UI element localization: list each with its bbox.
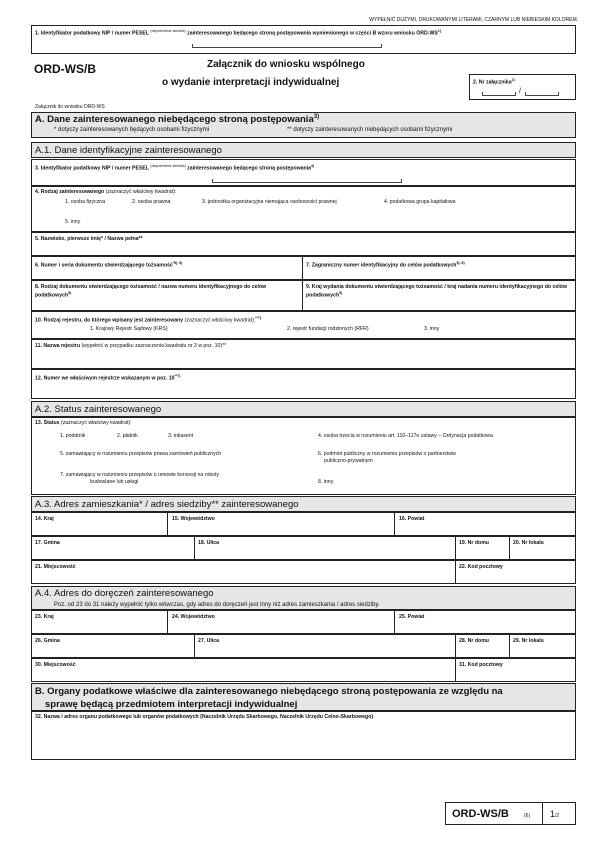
field-1-sup: 1) (437, 29, 441, 33)
field-29-label[interactable]: 29. Nr lokalu (513, 638, 544, 644)
row-21-22 (31, 560, 576, 584)
title-line-2: o wydanie interpretacji indywidualnej (162, 77, 340, 88)
row-23-25 (31, 610, 576, 634)
section-a4-title: A.4. Adres do doręczeń zainteresowanego (35, 588, 214, 599)
footer-form-code: ORD-WS/B (452, 808, 509, 820)
section-a-note-right: ** dotyczy zainteresowanych niebędących osobami fizycznymi (287, 127, 453, 133)
field-3-suffix: zainteresowanego będącego stroną postępowania (187, 165, 312, 172)
field-12-box[interactable] (31, 369, 576, 399)
section-a1-title: A.1. Dane identyfikacyjne zainteresowanego (35, 145, 222, 156)
field-7-label[interactable]: 7. Zagraniczny numer identyfikacyjny do celów podatkowych$^{5), 6)}$ (306, 261, 465, 269)
field-19-label[interactable]: 19. Nr domu (459, 540, 489, 546)
field-10-option-2[interactable]: 2. rejestr fundacji rodzinnych (RFR) (287, 326, 369, 332)
status-option-6[interactable]: 6. podmiot publiczny w rozumieniu przepisów o partnerstwie publiczno-prywatnym (318, 451, 457, 464)
attachment-to: Załącznik do wniosku ORD-WS (35, 104, 105, 110)
field-2-box[interactable]: 2. Nr załącznika$^{2)}$ / (469, 74, 576, 100)
row-26-29 (31, 634, 576, 658)
field-10-sup: **7) (255, 316, 262, 320)
row-8-9 (31, 280, 576, 311)
status-option-7[interactable]: 7. zamawiający w rozumieniu przepisów o umowie koncesji na roboty budowlane lub usługi (60, 472, 220, 485)
field-11-box[interactable] (31, 339, 576, 369)
field-2-label: 2. Nr załącznika (473, 79, 512, 86)
field-14-label[interactable]: 14. Kraj (35, 516, 54, 522)
field-9-label[interactable]: 9. Kraj wydania dokumentu stwierdzającego tożsamość / kraj nadania numeru identyfikacyjnego do celów podatkowych$^{5)}$ (306, 284, 567, 299)
field-4-note: (zaznaczyć właściwy kwadrat): (105, 189, 177, 195)
field-2-input-b[interactable] (525, 92, 559, 96)
row-14-16 (31, 512, 576, 536)
row-17-20 (31, 536, 576, 560)
field-1-box[interactable] (31, 25, 576, 54)
row-6-7 (31, 256, 576, 280)
field-1-input[interactable] (192, 44, 382, 48)
field-5-label: 5. Nazwisko, pierwsze imię* / Nazwa pełna** (35, 236, 143, 242)
field-11-note: (wypełnić w przypadku zaznaczenia kwadratu nr 3 w poz. 10)** (81, 343, 227, 349)
field-4-label: 4. Rodzaj zainteresowanego (35, 189, 105, 195)
status-option-2[interactable]: 2. płatnik (117, 433, 138, 439)
field-28-label[interactable]: 28. Nr domu (459, 638, 489, 644)
field-4-option-3[interactable]: 3. jednostka organizacyjna niemająca osobowości prawnej (202, 199, 337, 205)
footer-page: 1/2 (550, 809, 560, 819)
section-b-title-line1: B. Organy podatkowe właściwe dla zainteresowanego niebędącego stroną postępowania ze względu na (35, 686, 503, 697)
field-22-label[interactable]: 22. Kod pocztowy (459, 564, 503, 570)
field-3-input[interactable] (212, 179, 402, 183)
field-13-note: (zaznaczyć właściwy kwadrat): (60, 420, 132, 426)
field-10-box (31, 311, 576, 339)
field-18-label[interactable]: 18. Ulica (198, 540, 220, 546)
field-3-note: (niepotrzebne skreślić) (150, 164, 186, 168)
field-4-option-1[interactable]: 1. osoba fizyczna (65, 199, 106, 205)
field-4-option-5[interactable]: 5. inny (65, 219, 81, 225)
section-a1-header (31, 142, 576, 158)
field-10-option-1[interactable]: 1. Krajowy Rejestr Sądowy (KRS) (90, 326, 168, 332)
field-16-label[interactable]: 16. Powiat (399, 516, 425, 522)
field-13-box (31, 417, 576, 495)
footer-code-box (445, 802, 576, 825)
field-12-label: 12. Numer we właściwym rejestrze wskazanym w poz. 10 (35, 375, 175, 382)
field-10-note: (zaznaczyć właściwy kwadrat): (184, 317, 256, 324)
field-12-sup: **7) (174, 374, 181, 378)
status-option-1[interactable]: 1. podatnik (60, 433, 86, 439)
field-27-label[interactable]: 27. Ulica (198, 638, 220, 644)
field-3-label: 3. Identyfikator podatkowy NIP / numer PESEL (35, 165, 149, 172)
field-20-label[interactable]: 20. Nr lokalu (513, 540, 544, 546)
field-17-label[interactable]: 17. Gmina (35, 540, 60, 546)
field-23-label[interactable]: 23. Kraj (35, 614, 54, 620)
section-a2-title: A.2. Status zainteresowanego (35, 404, 162, 415)
field-8-label[interactable]: 8. Rodzaj dokumentu stwierdzającego tożsamość / nazwa numeru identyfikacyjnego do celów podatkowych$^{5)}$ (35, 284, 267, 299)
field-21-label[interactable]: 21. Miejscowość (35, 564, 76, 570)
field-1-note: (niepotrzebne skreślić) (150, 29, 186, 33)
status-option-8[interactable]: 8. inny (318, 479, 334, 485)
section-a-sup: 3) (313, 114, 320, 120)
section-a3-title: A.3. Adres zamieszkania* / adres siedziby** zainteresowanego (35, 499, 299, 510)
section-a4-note: Poz. od 23 do 31 należy wypełnić tylko wówczas, gdy adres do doręczeń jest inny niż adres zamieszkania / adres siedziby. (54, 602, 380, 608)
field-11-label: 11. Nazwa rejestru (35, 343, 80, 349)
status-option-4[interactable]: 4. osoba trzecia w rozumieniu art. 110–117e ustawy – Ordynacja podatkowa (318, 433, 493, 439)
field-5-box[interactable] (31, 232, 576, 256)
section-a-note-left: * dotyczy zainteresowanych będących osobami fizycznymi (54, 127, 210, 133)
field-13-label: 13. Status (35, 420, 60, 426)
section-a-title: A. Dane zainteresowanego niebędącego stroną postępowania (35, 114, 314, 126)
section-a4-header (31, 586, 576, 610)
field-1-label: 1. Identyfikator podatkowy NIP / numer PESEL (35, 30, 149, 37)
field-30-label[interactable]: 30. Miejscowość (35, 662, 76, 668)
section-a-header (31, 112, 576, 138)
field-2-sup: 2) (511, 78, 515, 82)
field-32-box[interactable] (31, 711, 576, 760)
field-25-label[interactable]: 25. Powiat (399, 614, 425, 620)
field-3-sup: 4) (311, 164, 315, 168)
field-15-label[interactable]: 15. Województwo (172, 516, 215, 522)
title-line-1: Załącznik do wniosku wspólnego (207, 59, 365, 70)
section-a2-header (31, 401, 576, 417)
field-6-label[interactable]: 6. Numer i seria dokumentu stwierdzającego tożsamość$^{*5), 6)}$ (35, 261, 183, 269)
field-24-label[interactable]: 24. Województwo (172, 614, 215, 620)
field-4-box (31, 186, 576, 232)
field-4-option-2[interactable]: 2. osoba prawna (132, 199, 171, 205)
form-code: ORD-WS/B (34, 62, 96, 76)
field-3-box[interactable] (31, 159, 576, 186)
section-b-header (31, 683, 576, 711)
field-10-label: 10. Rodzaj rejestru, do którego wpisany jest zainteresowany (35, 317, 184, 324)
section-a3-header (31, 496, 576, 512)
field-10-option-3[interactable]: 3. inny (424, 326, 440, 332)
field-32-label: 32. Nazwa i adres organu podatkowego lub organów podatkowych (Naczelnik Urzędu Skarbowego, Naczelnik Urzędu Celno-Skarbowego) (35, 714, 374, 720)
footer-version: (6) (524, 813, 531, 819)
instruction-text: WYPEŁNIĆ DUŻYMI, DRUKOWANYMI LITERAMI, CZARNYM LUB NIEBIESKIM KOLOREM. (369, 17, 578, 23)
status-option-5[interactable]: 5. zamawiający w rozumieniu przepisów prawa zamówień publicznych (60, 451, 222, 457)
field-2-input-a[interactable] (482, 92, 516, 96)
row-30-31 (31, 658, 576, 682)
field-26-label[interactable]: 26. Gmina (35, 638, 60, 644)
field-1-suffix: zainteresowanego będącego stroną postępowania wymienionego w części B wzoru wniosku ORD-WS (187, 30, 438, 37)
section-b-title-line2: sprawę będącą przedmiotem interpretacji indywidualnej (45, 699, 298, 710)
field-31-label[interactable]: 31. Kod pocztowy (459, 662, 503, 668)
status-option-3[interactable]: 3. inkasent (168, 433, 194, 439)
field-4-option-4[interactable]: 4. podatkowa grupa kapitałowa (384, 199, 456, 205)
